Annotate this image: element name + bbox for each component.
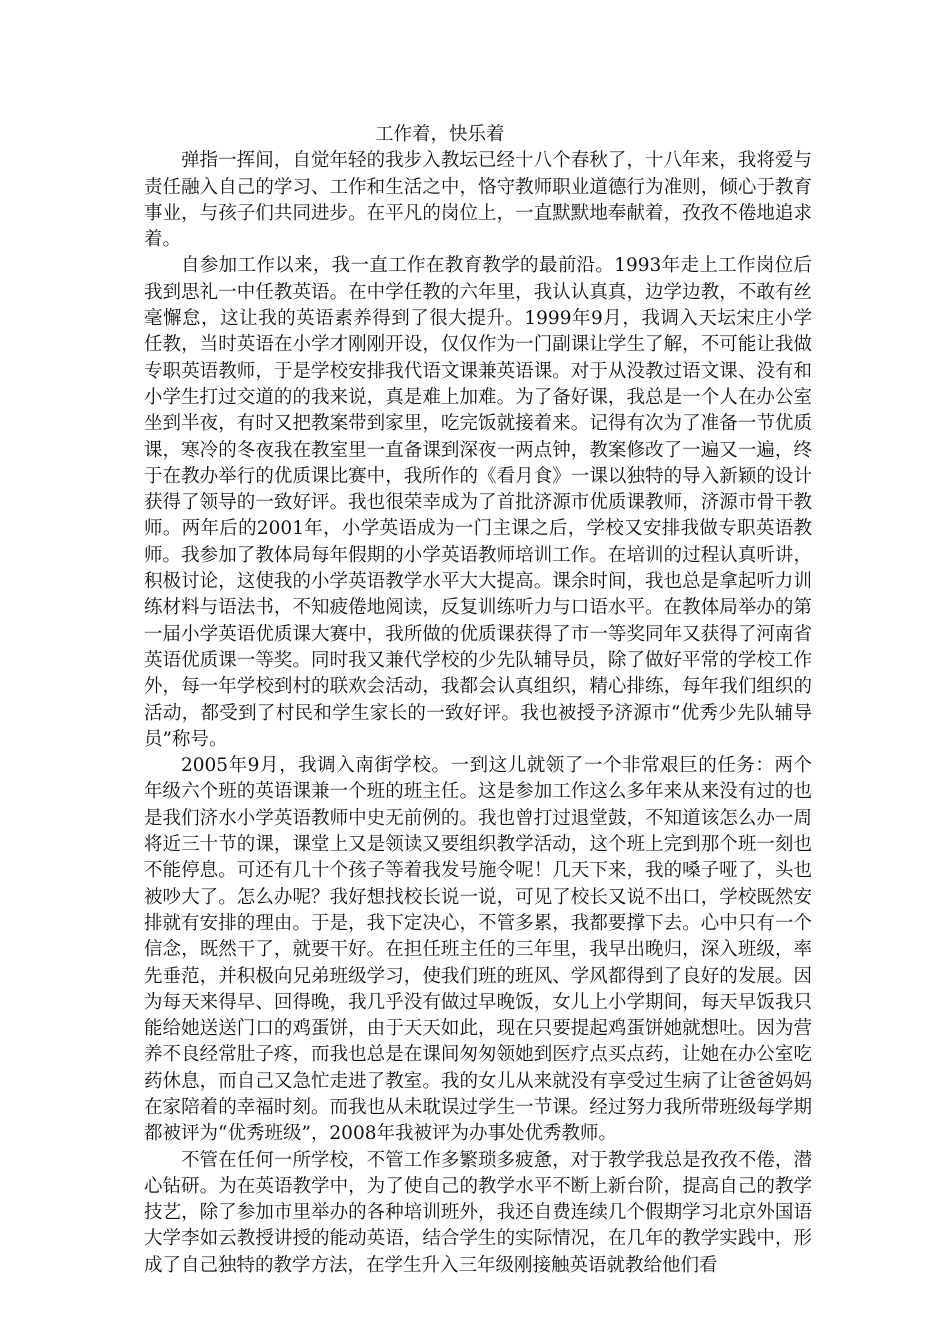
paragraph-1: 弹指一挥间，自觉年轻的我步入教坛已经十八个春秋了，十八年来，我将爱与责任融入自己的学习、工作和生活之中，恪守教师职业道德行为准则，倾心于教育事业，与孩子们共同进步。在平凡的岗位上，一直默默地奉献着，孜孜不倦地追求着。 xyxy=(144,150,812,251)
paragraph-4: 不管在任何一所学校，不管工作多繁琐多疲惫，对于教学我总是孜孜不倦，潜心钻研。为在英语教学中，为了使自己的教学水平不断上新台阶，提高自己的教学技艺，除了参加市里举办的各种培训班外，我还自费连续几个假期学习北京外国语大学李如云教授讲授的能动英语，结合学生的实际情况，在几年的教学实践中，形成了自己独特的教学方法，在学生升入三年级刚接触英语就教给他们看 xyxy=(144,1149,812,1276)
paragraph-3: 2005年9月，我调入南街学校。一到这儿就领了一个非常艰巨的任务：两个年级六个班的英语课兼一个班的班主任。这是参加工作这么多年来从来没有过的也是我们济水小学英语教师中史无前例的。我也曾打过退堂鼓，不知道该怎么办一周将近三十节的课，课堂上又是领读又要组织教学活动，这个班上完到那个班一刻也不能停息。可还有几十个孩子等着我发号施令呢！几天下来，我的嗓子哑了，头也被吵大了。怎么办呢？我好想找校长说一说，可见了校长又说不出口，学校既然安排就有安排的理由。于是，我下定决心，不管多累，我都要撑下去。心中只有一个信念，既然干了，就要干好。在担任班主任的三年里，我早出晚归，深入班级，率先垂范，并积极向兄弟班级学习，使我们班的班风、学风都得到了良好的发展。因为每天来得早、回得晚，我几乎没有做过早晚饭，女儿上小学期间，每天早饭我只能给她送送门口的鸡蛋饼，由于天天如此，现在只要提起鸡蛋饼她就想吐。因为营养不良经常肚子疼，而我也总是在课间匆匆领她到医疗点买点药，让她在办公室吃药休息，而自己又急忙走进了教室。我的女儿从来就没有享受过生病了让爸爸妈妈在家陪着的幸福时刻。而我也从未耽误过学生一节课。经过努力我所带班级每学期都被评为“优秀班级”，2008年我被评为办事处优秀教师。 xyxy=(144,755,812,1145)
paragraph-2: 自参加工作以来，我一直工作在教育教学的最前沿。1993年走上工作岗位后我到思礼一中任教英语。在中学任教的六年里，我认认真真，边学边教，不敢有丝毫懈怠，这让我的英语素养得到了很大提升。1999年9月，我调入天坛宋庄小学任教，当时英语在小学才刚刚开设，仅仅作为一门副课让学生了解，不可能让我做专职英语教师，于是学校安排我代语文课兼英语课。对于从没教过语文课、没有和小学生打过交道的的我来说，真是难上加难。为了备好课，我总是一个人在办公室坐到半夜，有时又把教案带到家里，吃完饭就接着来。记得有次为了准备一节优质课，寒冷的冬夜我在教室里一直备课到深夜一两点钟，教案修改了一遍又一遍，终于在教办举行的优质课比赛中，我所作的《看月食》一课以独特的导入新颖的设计获得了领导的一致好评。我也很荣幸成为了首批济源市优质课教师，济源市骨干教师。两年后的2001年，小学英语成为一门主课之后，学校又安排我做专职英语教师。我参加了教体局每年假期的小学英语教师培训工作。在培训的过程认真听讲，积极讨论，这使我的小学英语教学水平大大提高。课余时间，我也总是拿起听力训练材料与语法书，不知疲倦地阅读，反复训练听力与口语水平。在教体局举办的第一届小学英语优质课大赛中，我所做的优质课获得了市一等奖同年又获得了河南省英语优质课一等奖。同时我又兼代学校的少先队辅导员，除了做好平常的学校工作外，每一年学校到村的联欢会活动，我都会认真组织，精心排练，每年我们组织的活动，都受到了村民和学生家长的一致好评。我也被授予济源市“优秀少先队辅导员”称号。 xyxy=(144,255,812,750)
document-page xyxy=(144,122,812,1279)
document-title: 工作着，快乐着 xyxy=(375,124,505,145)
